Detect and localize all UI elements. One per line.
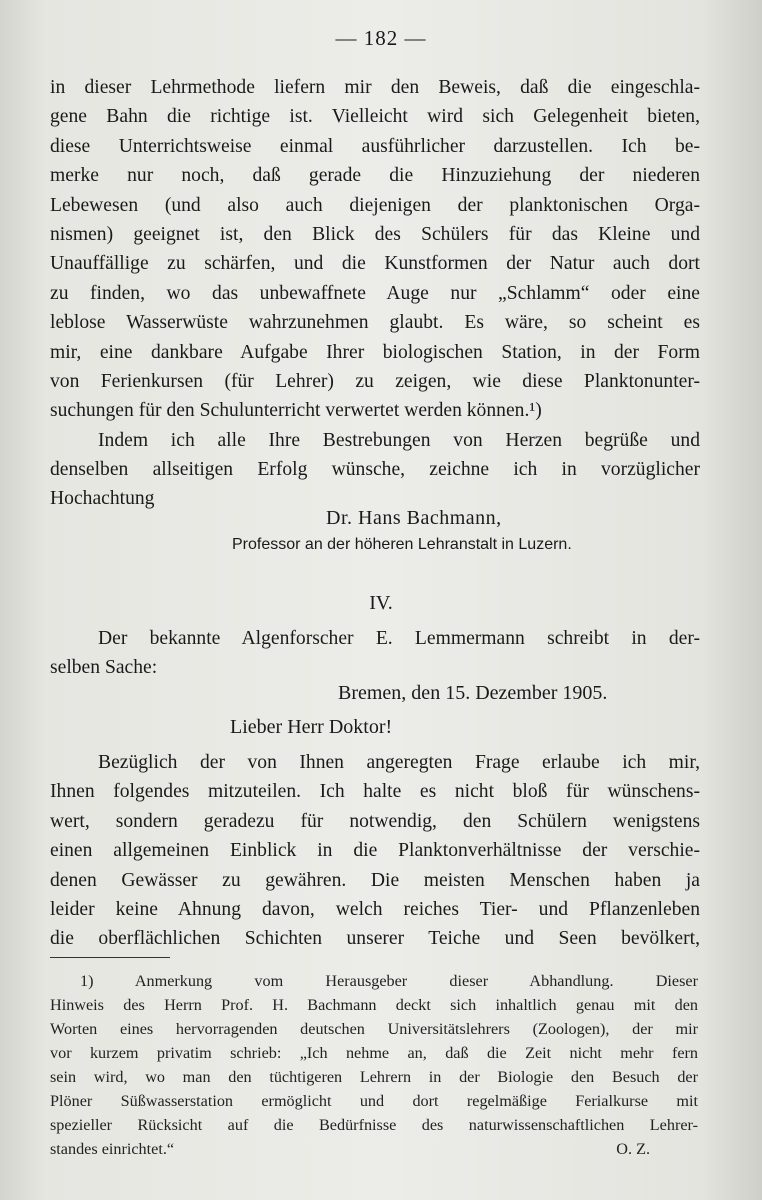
footnote-line: Plöner Süßwasserstation ermöglicht und dort regelmäßige Ferialkurse mit <box>50 1092 698 1110</box>
text-line: Indem ich alle Ihre Bestrebungen von Herzen begrüße und <box>98 429 700 451</box>
footnote <box>50 969 698 1161</box>
signature-name: Dr. Hans Bachmann, <box>326 507 502 529</box>
footnote-line: vor kurzem privatim schrieb: „Ich nehme an, daß die Zeit nicht mehr fern <box>50 1044 698 1062</box>
paragraph-1 <box>50 73 700 514</box>
text-line: Hochachtung <box>50 488 155 510</box>
letter-date: Bremen, den 15. Dezember 1905. <box>338 682 608 704</box>
text-line: Unauffällige zu schärfen, und die Kunstformen der Natur auch dort <box>50 253 700 275</box>
text-line: zu finden, wo das unbewaffnete Auge nur „Schlamm“ oder eine <box>50 282 700 304</box>
text-line: die oberflächlichen Schichten unserer Teiche und Seen bevölkert, <box>50 928 700 950</box>
text-line: selben Sache: <box>50 657 158 679</box>
footnote-last-text: standes einrichtet.“ <box>50 1140 175 1158</box>
letter-body <box>50 748 700 954</box>
footnote-divider <box>50 957 170 958</box>
section-numeral: IV. <box>369 592 393 614</box>
footnote-line: Hinweis des Herrn Prof. H. Bachmann deckt sich inhaltlich genau mit den <box>50 996 698 1014</box>
text-line: Bezüglich der von Ihnen angeregten Frage erlaube ich mir, <box>98 752 700 773</box>
footnote-line: spezieller Rücksicht auf die Bedürfnisse des naturwissenschaftlichen Lehrer- <box>50 1116 698 1134</box>
text-line: Ihnen folgendes mitzuteilen. Ich halte es nicht bloß für wünschens- <box>50 781 700 803</box>
text-line: in dieser Lehrmethode liefern mir den Beweis, daß die eingeschla- <box>50 77 700 98</box>
text-line: merke nur noch, daß gerade die Hinzuziehung der niederen <box>50 165 700 187</box>
footnote-line: sein wird, wo man den tüchtigeren Lehrern in der Biologie den Besuch der <box>50 1068 698 1086</box>
footnote-initials: O. Z. <box>616 1140 650 1158</box>
text-line: von Ferienkursen (für Lehrer) zu zeigen, wie diese Planktonunter- <box>50 370 700 392</box>
text-line: denen Gewässer zu gewähren. Die meisten Menschen haben ja <box>50 869 700 891</box>
salutation: Lieber Herr Doktor! <box>230 716 393 738</box>
intro-paragraph <box>50 624 700 683</box>
footnote-line <box>50 1137 698 1161</box>
text-line: leblose Wasserwüste wahrzunehmen glaubt. Es wäre, so scheint es <box>50 312 700 334</box>
text-line: suchungen für den Schulunterricht verwertet werden können.¹) <box>50 400 542 422</box>
footnote-line: Worten eines hervorragenden deutschen Universitätslehrers (Zoologen), der mir <box>50 1020 698 1038</box>
page-number: — 182 — <box>335 26 427 50</box>
text-line: Lebewesen (und also auch diejenigen der planktonischen Orga- <box>50 194 700 216</box>
text-line: leider keine Ahnung davon, welch reiches Tier- und Pflanzenleben <box>50 898 700 920</box>
text-line: denselben allseitigen Erfolg wünsche, zeichne ich in vorzüglicher <box>50 459 700 481</box>
text-line: einen allgemeinen Einblick in die Planktonverhältnisse der verschie- <box>50 840 700 862</box>
text-line: diese Unterrichtsweise einmal ausführlicher darzustellen. Ich be- <box>50 135 700 157</box>
text-line: mir, eine dankbare Aufgabe Ihrer biologischen Station, in der Form <box>50 341 700 363</box>
signature-title: Professor an der höheren Lehranstalt in Luzern. <box>232 536 572 553</box>
text-line: nismen) geeignet ist, den Blick des Schülers für das Kleine und <box>50 223 700 245</box>
text-line: wert, sondern geradezu für notwendig, den Schülern wenigstens <box>50 810 700 832</box>
footnote-line: 1) Anmerkung vom Herausgeber dieser Abhandlung. Dieser <box>80 972 698 990</box>
text-line: Der bekannte Algenforscher E. Lemmermann schreibt in der- <box>98 628 700 649</box>
text-line: gene Bahn die richtige ist. Vielleicht wird sich Gelegenheit bieten, <box>50 106 700 128</box>
